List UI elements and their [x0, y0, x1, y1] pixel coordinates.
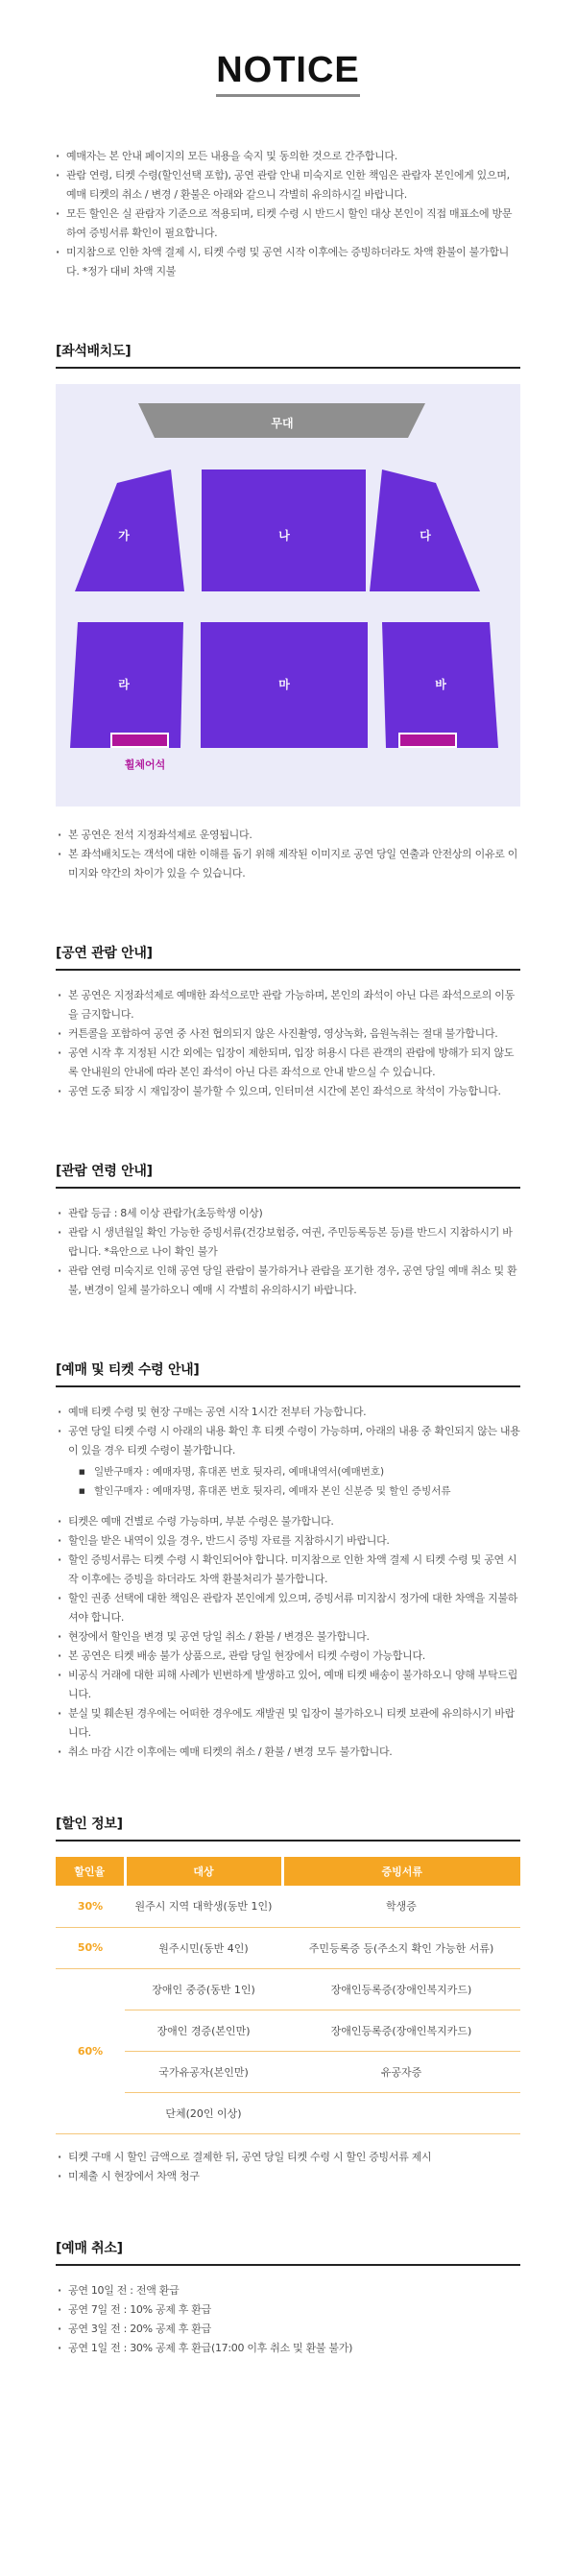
- list-item: · 티켓 구매 시 할인 금액으로 결제한 뒤, 공연 당일 티켓 수령 시 할인 증빙서류 제시: [56, 2148, 520, 2167]
- list-item: · 할인 증빙서류는 티켓 수령 시 확인되어야 합니다. 미지참으로 인한 차액 결제 시 티켓 수령 및 공연 시작 이후에는 증빙을 하더라도 차액 환불처리가 불가합니다.: [56, 1551, 520, 1589]
- seat-map: [56, 384, 520, 807]
- list-item: · 관람 연령 미숙지로 인해 공연 당일 관람이 불가하거나 관람을 포기한 경우, 공연 당일 예매 취소 및 환불, 변경이 일체 불가하오니 예매 시 각별히 유의하시기 바랍니다.: [56, 1262, 520, 1300]
- seat-map-notes: [56, 826, 520, 883]
- list-item: · 커튼콜을 포함하여 공연 중 사전 협의되지 않은 사진촬영, 영상녹화, 음원녹취는 절대 불가합니다.: [56, 1024, 520, 1044]
- block-label-ga: 가: [118, 529, 130, 542]
- seat-block-ga[interactable]: [75, 469, 184, 591]
- list-item: · 비공식 거래에 대한 피해 사례가 빈번하게 발생하고 있어, 예매 티켓 배송이 불가하오니 양해 부탁드립니다.: [56, 1666, 520, 1704]
- discount-rate: 30%: [56, 1886, 125, 1927]
- buyer-requirements: [56, 1462, 520, 1501]
- table-row: [56, 1927, 520, 1968]
- table-row: [56, 2010, 520, 2051]
- age-section: [0, 1161, 576, 1300]
- divider: [56, 969, 520, 971]
- seat-map-graphic: [56, 384, 520, 807]
- block-label-na: 나: [278, 529, 290, 542]
- table-header-row: [56, 1857, 520, 1886]
- list-item: · 공연 10일 전 : 전액 환급: [56, 2281, 520, 2300]
- list-item: · 할인을 받은 내역이 있을 경우, 반드시 증빙 자료를 지참하시기 바랍니다.: [56, 1531, 520, 1551]
- discount-doc: 장애인등록증(장애인복지카드): [282, 1968, 520, 2010]
- list-item: · 본 좌석배치도는 객석에 대한 이해를 돕기 위해 제작된 이미지로 공연 당일 연출과 안전상의 이유로 이미지와 약간의 차이가 있을 수 있습니다.: [56, 845, 520, 883]
- discount-rate: 60%: [56, 1968, 125, 2133]
- divider: [56, 1385, 520, 1387]
- intro-list: [54, 147, 520, 281]
- list-item: · 본 공연은 티켓 배송 불가 상품으로, 관람 당일 현장에서 티켓 수령이 가능합니다.: [56, 1647, 520, 1666]
- list-item: · 관람 시 생년월일 확인 가능한 증빙서류(건강보험증, 여권, 주민등록등본 등)를 반드시 지참하시기 바랍니다. *육안으로 나이 확인 불가: [56, 1223, 520, 1262]
- list-item: · 본 공연은 전석 지정좌석제로 운영됩니다.: [56, 826, 520, 845]
- list-item: · 취소 마감 시간 이후에는 예매 티켓의 취소 / 환불 / 변경 모두 불가합니다.: [56, 1743, 520, 1762]
- table-row: [56, 1968, 520, 2010]
- list-item: · 분실 및 훼손된 경우에는 어떠한 경우에도 재발권 및 입장이 불가하오니 티켓 보관에 유의하시기 바랍니다.: [56, 1704, 520, 1743]
- wheelchair-label: 휠체어석: [124, 758, 166, 771]
- discount-doc: 주민등록증 등(주소지 확인 가능한 서류): [282, 1927, 520, 1968]
- list-item: ■ 일반구매자 : 예매자명, 휴대폰 번호 뒷자리, 예매내역서(예매번호): [56, 1462, 520, 1481]
- cancel-section: [0, 2238, 576, 2358]
- discount-doc: 학생증: [282, 1886, 520, 1927]
- block-label-da: 다: [420, 529, 431, 542]
- list-item: · 미제출 시 현장에서 차액 청구: [56, 2167, 520, 2186]
- stage-label: 무대: [271, 417, 294, 430]
- ticket-section: [0, 1360, 576, 1762]
- block-label-ba: 바: [435, 678, 446, 691]
- list-item: · 공연 당일 티켓 수령 시 아래의 내용 확인 후 티켓 수령이 가능하며, 아래의 내용 중 확인되지 않는 내용이 있을 경우 티켓 수령이 불가합니다.: [56, 1422, 520, 1460]
- viewing-section: [0, 943, 576, 1101]
- discount-section: [0, 1814, 576, 2186]
- column-header: 대상: [125, 1857, 282, 1886]
- discount-target: 국가유공자(본인만): [125, 2051, 282, 2092]
- list-item: ■ 할인구매자 : 예매자명, 휴대폰 번호 뒷자리, 예매자 본인 신분증 및 할인 증빙서류: [56, 1481, 520, 1501]
- list-item: · 현장에서 할인을 변경 및 공연 당일 취소 / 환불 / 변경은 불가합니다.: [56, 1627, 520, 1647]
- block-label-ma: 마: [278, 678, 290, 691]
- page-title: NOTICE: [216, 48, 360, 97]
- list-item: · 예매 티켓 수령 및 현장 구매는 공연 시작 1시간 전부터 가능합니다.: [56, 1403, 520, 1422]
- section-heading: [예매 취소]: [56, 2240, 123, 2256]
- divider: [56, 367, 520, 369]
- column-header: 할인율: [56, 1857, 125, 1886]
- seat-map-section: [0, 341, 576, 883]
- section-heading: [할인 정보]: [56, 1817, 123, 1832]
- table-row: [56, 1886, 520, 1927]
- list-item: · 공연 도중 퇴장 시 재입장이 불가할 수 있으며, 인터미션 시간에 본인 좌석으로 착석이 가능합니다.: [56, 1082, 520, 1101]
- list-item: · 관람 연령, 티켓 수령(할인선택 포함), 공연 관람 안내 미숙지로 인한 책임은 관람자 본인에게 있으며, 예매 티켓의 취소 / 변경 / 환불은 아래와 같으니 각별히 유의하시길 바랍니다.: [54, 166, 520, 205]
- section-heading: [예매 및 티켓 수령 안내]: [56, 1362, 200, 1378]
- list-item: · 미지참으로 인한 차액 결제 시, 티켓 수령 및 공연 시작 이후에는 증빙하더라도 차액 환불이 불가합니다. *정가 대비 차액 지불: [54, 243, 520, 281]
- list-item: · 관람 등급 : 8세 이상 관람가(초등학생 이상): [56, 1204, 520, 1223]
- divider: [56, 1840, 520, 1842]
- list-item: · 본 공연은 지정좌석제로 예매한 좌석으로만 관람 가능하며, 본인의 좌석이 아닌 다른 좌석으로의 이동을 금지합니다.: [56, 986, 520, 1024]
- section-heading: [공연 관람 안내]: [56, 946, 153, 961]
- discount-target: 원주시 지역 대학생(동반 1인): [125, 1886, 282, 1927]
- discount-target: 단체(20인 이상): [125, 2092, 282, 2133]
- divider: [56, 2264, 520, 2266]
- discount-target: 원주시민(동반 4인): [125, 1927, 282, 1968]
- list-item: · 예매자는 본 안내 페이지의 모든 내용을 숙지 및 동의한 것으로 간주합니다.: [54, 147, 520, 166]
- discount-doc: 유공자증: [282, 2051, 520, 2092]
- wheelchair-seat-left[interactable]: [111, 734, 168, 747]
- list-item: · 공연 시작 후 지정된 시간 외에는 입장이 제한되며, 입장 허용시 다른 관객의 관람에 방해가 되지 않도록 안내원의 안내에 따라 본인 좌석이 아닌 다른 좌석으로 안내 받으실 수 있습니다.: [56, 1044, 520, 1082]
- discount-table: [56, 1857, 520, 2134]
- list-item: · 모든 할인은 실 관람자 기준으로 적용되며, 티켓 수령 시 반드시 할인 대상 본인이 직접 매표소에 방문하여 증빙서류 확인이 필요합니다.: [54, 205, 520, 243]
- notice-header: [0, 0, 576, 97]
- list-item: · 공연 7일 전 : 10% 공제 후 환급: [56, 2300, 520, 2320]
- intro-section: [54, 147, 520, 281]
- list-item: · 공연 1일 전 : 30% 공제 후 환급(17:00 이후 취소 및 환불 불가): [56, 2339, 520, 2358]
- wheelchair-seat-right[interactable]: [399, 734, 456, 747]
- divider: [56, 1187, 520, 1189]
- list-item: · 할인 권종 선택에 대한 책임은 관람자 본인에게 있으며, 증빙서류 미지참시 정가에 대한 차액을 지불하셔야 합니다.: [56, 1589, 520, 1627]
- discount-rate: 50%: [56, 1927, 125, 1968]
- list-item: · 티켓은 예매 건별로 수령 가능하며, 부분 수령은 불가합니다.: [56, 1512, 520, 1531]
- discount-doc: 장애인등록증(장애인복지카드): [282, 2010, 520, 2051]
- discount-target: 장애인 중증(동반 1인): [125, 1968, 282, 2010]
- list-item: · 공연 3일 전 : 20% 공제 후 환급: [56, 2320, 520, 2339]
- section-heading: [좌석배치도]: [56, 344, 132, 359]
- column-header: 증빙서류: [282, 1857, 520, 1886]
- table-row: [56, 2051, 520, 2092]
- discount-target: 장애인 경증(본인만): [125, 2010, 282, 2051]
- discount-doc: [282, 2092, 520, 2133]
- block-label-ra: 라: [118, 678, 130, 691]
- section-heading: [관람 연령 안내]: [56, 1164, 153, 1179]
- table-row: [56, 2092, 520, 2133]
